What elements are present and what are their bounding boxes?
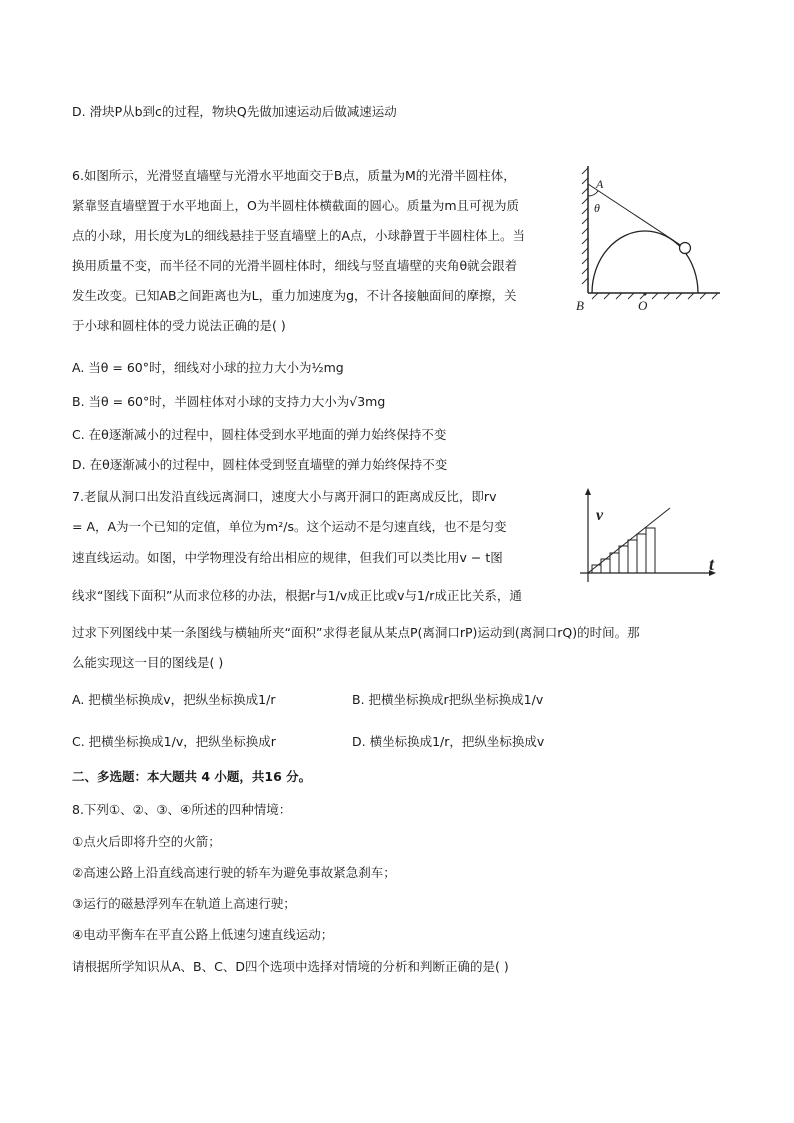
wall-hatching	[582, 168, 588, 284]
ground-hatching	[592, 293, 718, 299]
label-o: O	[638, 298, 648, 313]
q6-line-4: 换用质量不变，而半径不同的光滑半圆柱体时，细线与竖直墙壁的夹角θ就会跟着	[72, 258, 518, 273]
q7-option-a: A. 把横坐标换成v，把纵坐标换成1/r	[72, 692, 276, 707]
label-a: A	[596, 177, 604, 191]
label-b: B	[576, 298, 584, 313]
half-cylinder	[592, 231, 698, 293]
center-dot	[644, 293, 647, 296]
q7-option-b: B. 把横坐标换成r把纵坐标换成1/v	[352, 692, 544, 707]
q7-line-6: 么能实现这一目的图线是( )	[72, 655, 224, 670]
q6-option-d: D. 在θ逐渐减小的过程中，圆柱体受到竖直墙壁的弹力始终保持不变	[72, 457, 448, 472]
label-v: v	[596, 507, 604, 524]
q5-option-d: D. 滑块P从b到c的过程，物块Q先做加速运动后做减速运动	[72, 104, 397, 119]
q8-item-3: ③运行的磁悬浮列车在轨道上高速行驶；	[72, 896, 296, 911]
angle-arc	[588, 191, 598, 196]
q7-line-4: 线求“图线下面积”从而求位移的办法，根据r与1/v成正比或v与1/r成正比关系，通	[72, 588, 522, 603]
q6-line-1: 6.如图所示，光滑竖直墙壁与光滑水平地面交于B点，质量为M的光滑半圆柱体，	[72, 168, 516, 183]
label-theta: θ	[594, 201, 600, 215]
q8-item-2: ②高速公路上沿直线高速行驶的轿车为避免事故紧急刹车；	[72, 865, 396, 880]
q6-line-3: 点的小球，用长度为L的细线悬挂于竖直墙壁上的A点，小球静置于半圆柱体上。当	[72, 228, 526, 243]
q7-line-5: 过求下列图线中某一条图线与横轴所夹“面积”求得老鼠从某点P(离洞口rP)运动到(离洞口rQ)的时间。那	[72, 625, 640, 640]
q6-option-b: B. 当θ = 60°时，半圆柱体对小球的支持力大小为√3mg	[72, 394, 386, 409]
section-2-heading: 二、多选题：本大题共 4 小题，共16 分。	[72, 769, 312, 784]
q6-line-5: 发生改变。已知AB之间距离也为L，重力加速度为g，不计各接触面间的摩擦，关	[72, 288, 517, 303]
q6-figure	[574, 164, 724, 314]
v-axis-arrow	[585, 488, 591, 495]
area-rectangles	[592, 528, 655, 573]
string	[588, 184, 685, 248]
q7-option-d: D. 横坐标换成1/r，把纵坐标换成v	[352, 734, 545, 749]
q8-prompt: 请根据所学知识从A、B、C、D四个选项中选择对情境的分析和判断正确的是( )	[72, 959, 509, 974]
q6-option-c: C. 在θ逐渐减小的过程中，圆柱体受到水平地面的弹力始终保持不变	[72, 427, 447, 442]
q6-line-6: 于小球和圆柱体的受力说法正确的是( )	[72, 318, 286, 333]
q8-item-4: ④电动平衡车在平直公路上低速匀速直线运动；	[72, 927, 334, 942]
ball	[680, 243, 691, 254]
q7-option-c: C. 把横坐标换成1/v，把纵坐标换成r	[72, 734, 276, 749]
q7-line-3: 速直线运动。如图，中学物理没有给出相应的规律，但我们可以类比用v − t图	[72, 550, 503, 565]
q8-item-1: ①点火后即将升空的火箭；	[72, 834, 221, 849]
label-t: t	[709, 554, 715, 574]
q6-option-a: A. 当θ = 60°时，细线对小球的拉力大小为½mg	[72, 360, 344, 375]
q7-line-2: = A，A为一个已知的定值，单位为m²/s。这个运动不是匀速直线，也不是匀变	[72, 519, 507, 534]
q6-line-2: 紧靠竖直墙壁置于水平地面上，O为半圆柱体横截面的圆心。质量为m且可视为质	[72, 198, 520, 213]
q7-line-1: 7.老鼠从洞口出发沿直线远离洞口，速度大小与离开洞口的距离成反比，即rv	[72, 489, 497, 504]
q7-figure	[572, 486, 724, 588]
q8-line-1: 8.下列①、②、③、④所述的四种情境：	[72, 802, 292, 817]
